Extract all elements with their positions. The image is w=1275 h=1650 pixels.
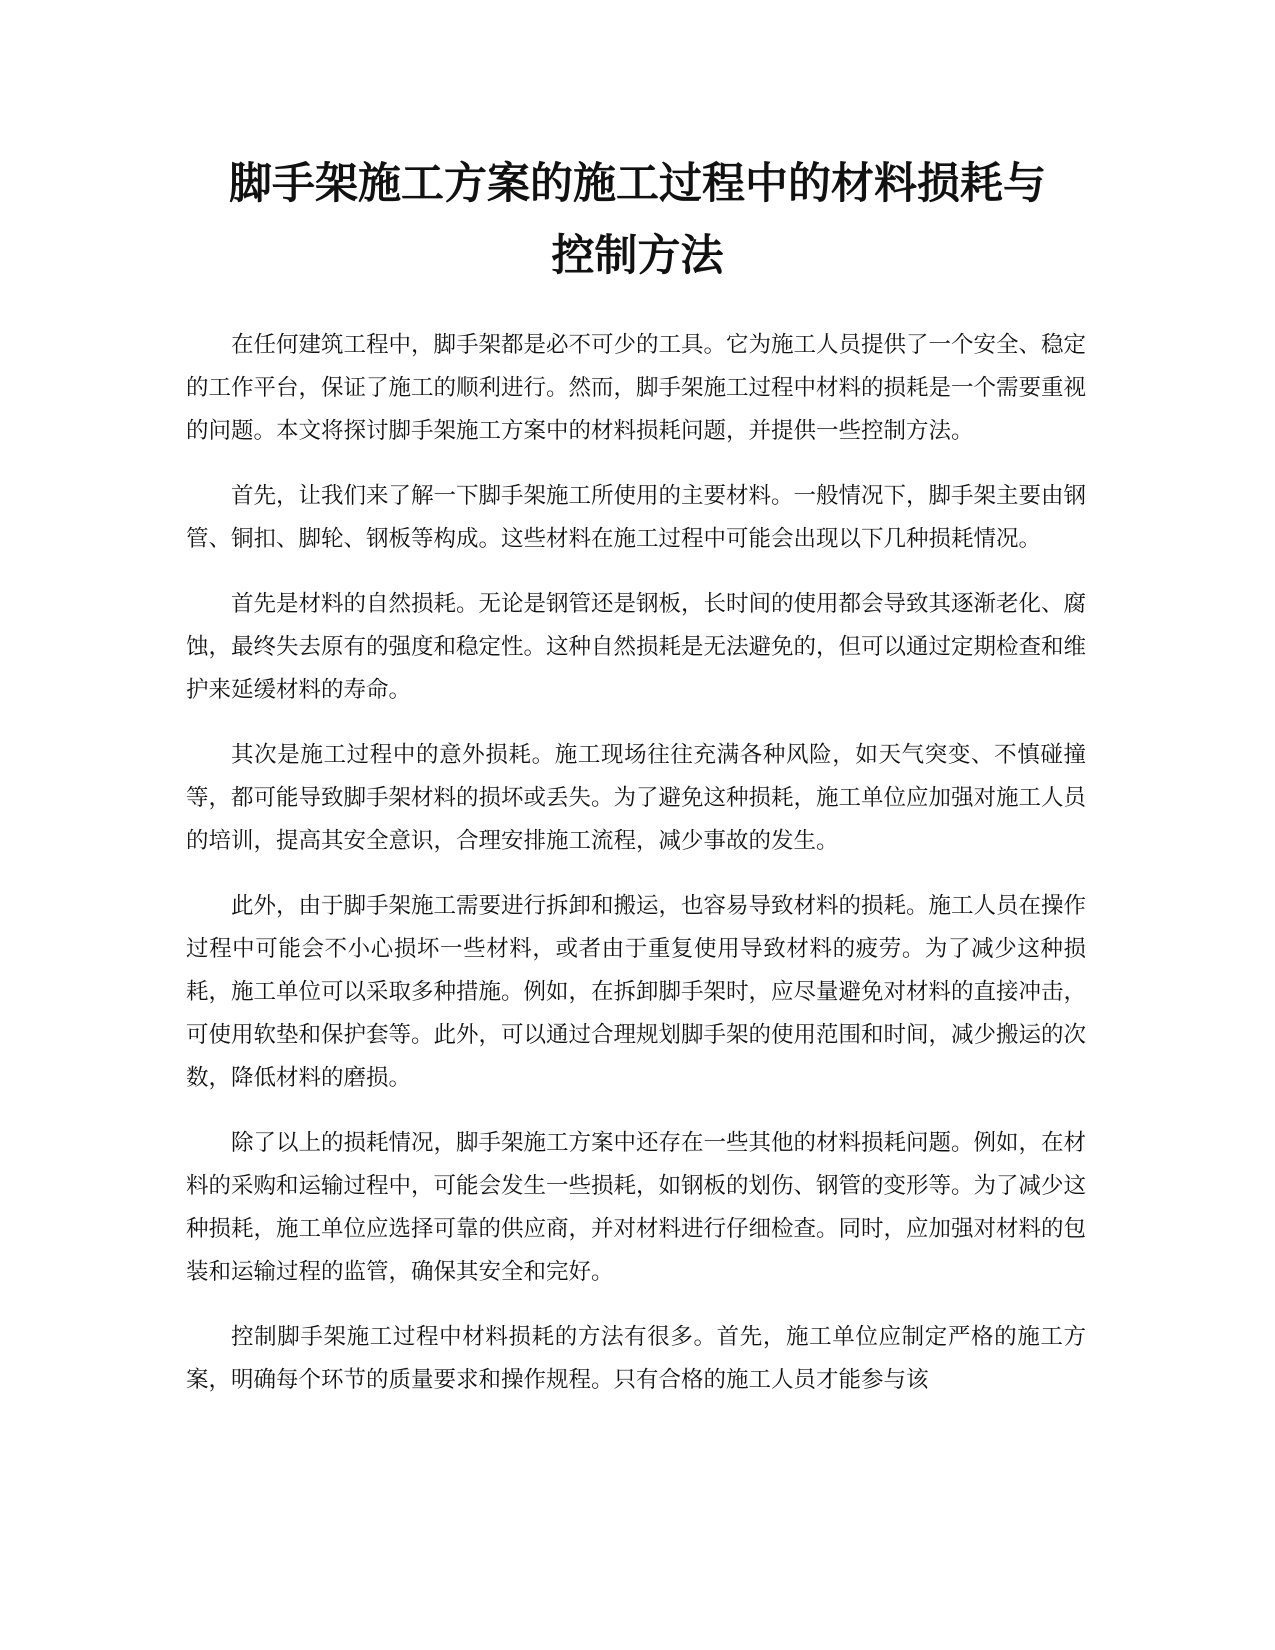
document-body	[186, 324, 1086, 1424]
paragraph-2: 首先，让我们来了解一下脚手架施工所使用的主要材料。一般情况下，脚手架主要由钢管、铜扣、脚轮、钢板等构成。这些材料在施工过程中可能会出现以下几种损耗情况。	[186, 483, 1087, 552]
paragraph-3: 首先是材料的自然损耗。无论是钢管还是钢板，长时间的使用都会导致其逐渐老化、腐蚀，最终失去原有的强度和稳定性。这种自然损耗是无法避免的，但可以通过定期检查和维护来延缓材料的寿命。	[186, 591, 1087, 703]
paragraph-7: 控制脚手架施工过程中材料损耗的方法有很多。首先，施工单位应制定严格的施工方案，明确每个环节的质量要求和操作规程。只有合格的施工人员才能参与该	[186, 1324, 1086, 1393]
title-line-2: 控制方法	[551, 231, 724, 281]
paragraph-1: 在任何建筑工程中，脚手架都是必不可少的工具。它为施工人员提供了一个安全、稳定的工作平台，保证了施工的顺利进行。然而，脚手架施工过程中材料的损耗是一个需要重视的问题。本文将探讨脚手架施工方案中的材料损耗问题，并提供一些控制方法。	[186, 332, 1087, 444]
paragraph-6: 除了以上的损耗情况，脚手架施工方案中还存在一些其他的材料损耗问题。例如，在材料的采购和运输过程中，可能会发生一些损耗，如钢板的划伤、钢管的变形等。为了减少这种损耗，施工单位应选择可靠的供应商，并对材料进行仔细检查。同时，应加强对材料的包装和运输过程的监管，确保其安全和完好。	[186, 1130, 1087, 1285]
paragraph-4: 其次是施工过程中的意外损耗。施工现场往往充满各种风险，如天气突变、不慎碰撞等，都可能导致脚手架材料的损坏或丢失。为了避免这种损耗，施工单位应加强对施工人员的培训，提高其安全意识，合理安排施工流程，减少事故的发生。	[186, 742, 1087, 854]
paragraph-5: 此外，由于脚手架施工需要进行拆卸和搬运，也容易导致材料的损耗。施工人员在操作过程中可能会不小心损坏一些材料，或者由于重复使用导致材料的疲劳。为了减少这种损耗，施工单位可以采取多种措施。例如，在拆卸脚手架时，应尽量避免对材料的直接冲击，可使用软垫和保护套等。此外，可以通过合理规划脚手架的使用范围和时间，减少搬运的次数，降低材料的磨损。	[186, 893, 1087, 1091]
document-title	[170, 148, 1105, 292]
title-line-1: 脚手架施工方案的施工过程中的材料损耗与	[229, 159, 1046, 209]
